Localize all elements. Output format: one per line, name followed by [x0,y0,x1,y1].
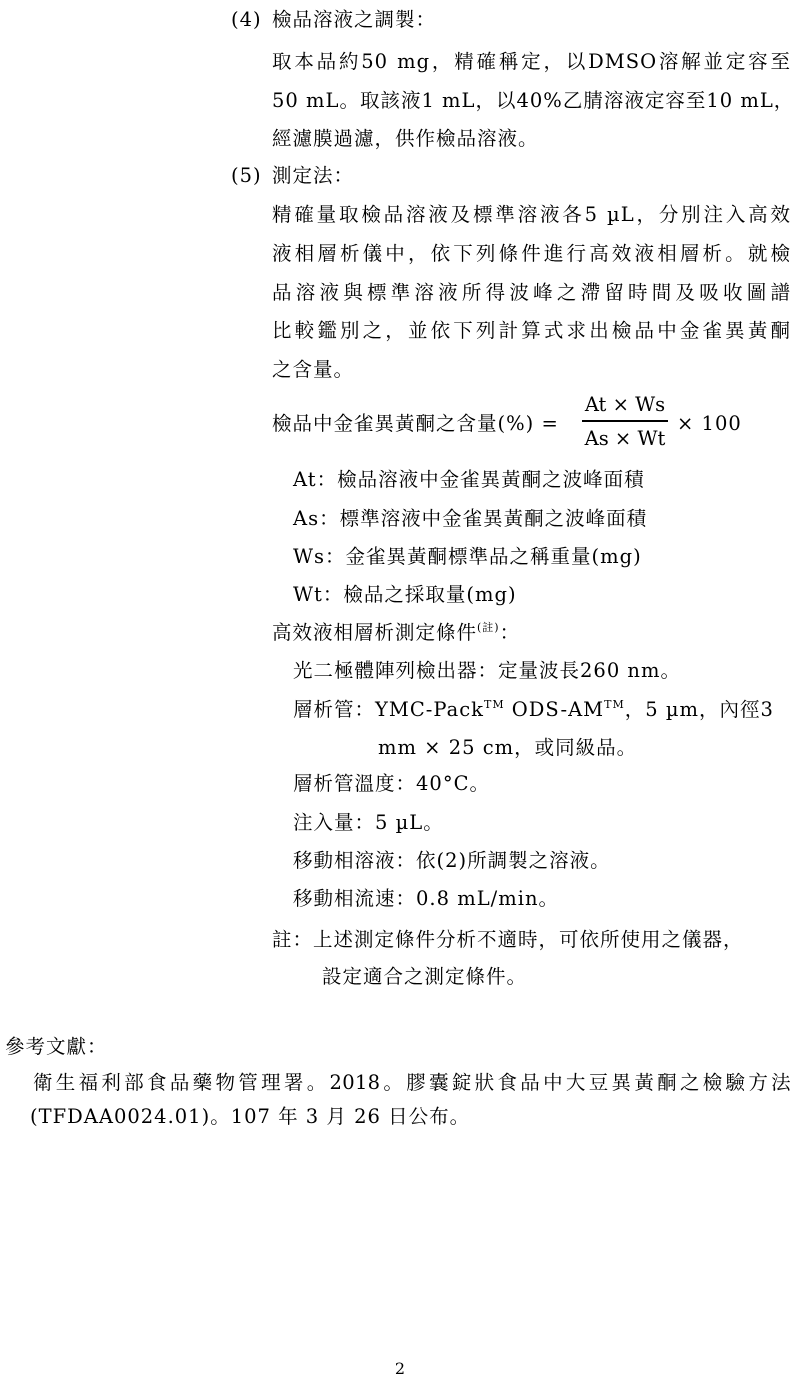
step-4-line-3: 經濾膜過濾，供作檢品溶液。 [272,127,539,150]
reference-line-2: (TFDAA0024.01)。107 年 3 月 26 日公布。 [30,1105,471,1128]
hplc-detector: 光二極體陣列檢出器：定量波長260 nm。 [293,659,681,682]
definition-as: As：標準溶液中金雀異黃酮之波峰面積 [293,507,648,530]
step-5-heading: 測定法： [272,164,355,187]
step-5-line-3: 品溶液與標準溶液所得波峰之滯留時間及吸收圖譜 [272,281,791,304]
references-heading: 參考文獻： [5,1035,108,1058]
hplc-column-tm-2: TM [604,698,625,711]
hplc-column-cont: mm × 25 cm，或同級品。 [378,736,638,759]
step-4-heading: 檢品溶液之調製： [272,8,437,31]
definition-wt: Wt：檢品之採取量(mg) [293,583,517,606]
formula-multiplier: × 100 [677,412,742,435]
definition-ws: Ws：金雀異黃酮標準品之稱重量(mg) [293,545,642,568]
hplc-mobile-phase: 移動相溶液：依(2)所調製之溶液。 [293,849,611,872]
step-4-line-1: 取本品約50 mg，精確稱定，以DMSO溶解並定容至 [272,50,791,73]
formula-numerator: At × Ws [584,393,666,416]
hplc-heading-text: 高效液相層析測定條件 [272,621,478,644]
hplc-column-name-2: ODS-AM [504,698,605,721]
step-4-line-2: 50 mL。取該液1 mL，以40%乙腈溶液定容至10 mL， [272,89,795,112]
hplc-injection: 注入量：5 µL。 [293,811,444,834]
hplc-flow-rate: 移動相流速：0.8 mL/min。 [293,887,560,910]
hplc-temperature: 層析管溫度：40°C。 [293,772,490,795]
step-5-line-4: 比較鑑別之，並依下列計算式求出檢品中金雀異黃酮 [272,319,791,342]
step-5-line-1: 精確量取檢品溶液及標準溶液各5 µL，分別注入高效 [272,203,791,226]
formula-lhs: 檢品中金雀異黃酮之含量(%) = [272,412,559,435]
step-4-number: (4) [231,8,262,31]
hplc-column-label: 層析管： [293,698,376,721]
step-5-line-5: 之含量。 [272,358,355,381]
reference-line-1: 衛生福利部食品藥物管理署。2018。膠囊錠狀食品中大豆異黃酮之檢驗方法 [33,1071,791,1094]
hplc-note-line-1: 註：上述測定條件分析不適時，可依所使用之儀器， [272,928,744,951]
hplc-column [293,697,774,726]
formula-denominator: As × Wt [584,427,666,450]
hplc-heading-colon: ： [499,621,521,644]
step-5-line-2: 液相層析儀中，依下列條件進行高效液相層析。就檢 [272,242,791,265]
definition-at: At：檢品溶液中金雀異黃酮之波峰面積 [293,468,645,491]
hplc-column-rest: ，5 µm，內徑3 [624,698,774,721]
hplc-note-line-2: 設定適合之測定條件。 [322,965,528,988]
step-5-number: (5) [231,164,262,187]
page-number: 2 [394,1359,406,1378]
hplc-column-tm-1: TM [483,698,505,711]
hplc-column-name-1: YMC-Pack [375,698,484,721]
hplc-heading [272,620,520,649]
formula-fraction-bar [582,420,668,422]
hplc-note-mark: (註) [477,621,500,634]
